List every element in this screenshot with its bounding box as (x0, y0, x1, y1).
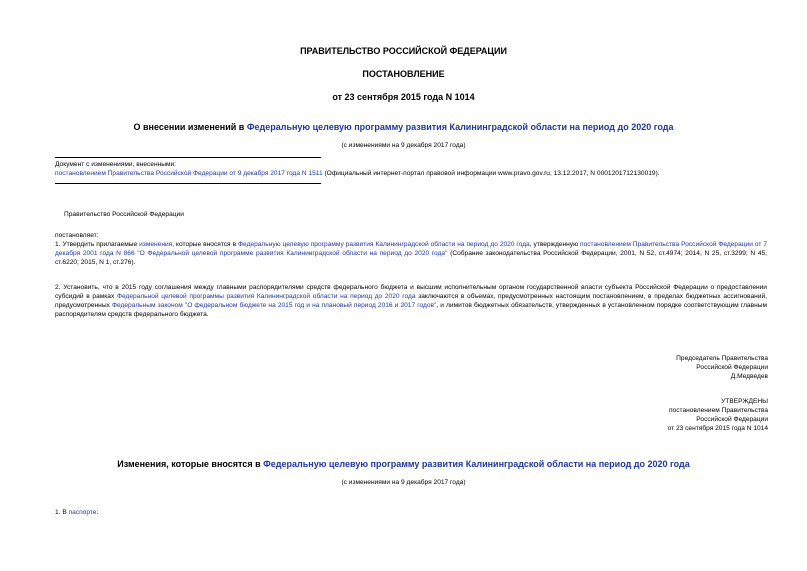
item1-suffix: : (96, 509, 99, 516)
revision-note: (с изменениями на 9 декабря 2017 года) (341, 142, 466, 149)
changes-link[interactable]: изменения (139, 241, 173, 248)
p1-text-a: 1. Утвердить прилагаемые (55, 241, 140, 248)
p1-text-b: , которые вносятся в (172, 241, 239, 248)
changes-title-prefix: Изменения, которые вносятся в (117, 459, 264, 469)
p2-text-a: 2. Установить, что в 2015 году соглашения между главными распорядителями средств федерального бюджета и высшим исполнительным органом государственной власти субъекта Российской Федерации о предоставлении субсидий в рамках (55, 284, 767, 300)
approval-line-3: Российской Федерации (696, 416, 768, 423)
program-link-4[interactable]: Федеральную целевую программу развития Калининградской области на период до 2020 года (263, 459, 690, 469)
approval-block (500, 397, 768, 433)
approval-line-2: постановлением Правительства (668, 407, 768, 414)
signature-block (500, 354, 768, 381)
changes-revision-note: (с изменениями на 9 декабря 2017 года) (341, 479, 466, 486)
paragraph-1 (55, 240, 767, 267)
amendments-label: Документ с изменениями, внесенными: (55, 161, 177, 168)
decree-title-prefix: О внесении изменений в (133, 122, 247, 132)
signature-line-1: Председатель Правительства (676, 355, 768, 362)
approval-line-4: от 23 сентября 2015 года N 1014 (667, 425, 768, 432)
decree-866-link[interactable]: постановлением Правительства Российской Федерации от 7 декабря 2001 года N 866 "О Федеральной целевой программе развития Калининградской области на период до 2020 года" (55, 241, 767, 257)
program-link-2[interactable]: Федеральную целевую программу развития Калининградской области на период до 2020 года (238, 241, 530, 248)
decree-word: постановляет: (55, 232, 99, 239)
passport-link[interactable]: паспорте (68, 509, 97, 516)
p2-text-b: заключаются в объемах, предусмотренных настоящим постановлением, в пределах бюджетных ассигнований, предусмотренных (55, 293, 767, 309)
date-number-heading: от 23 сентября 2015 года N 1014 (332, 92, 475, 102)
amendments-source (55, 169, 775, 178)
p1-text-c: , утвержденную (529, 241, 580, 248)
program-link[interactable]: Федеральную целевую программу развития Калининградской области на период до 2020 года (246, 122, 674, 132)
p1-text-d: (Собрание законодательства Российской Федерации, 2001, N 52, ст.4974; 2014, N 25, ст.3299; N 45, ст.6220; 2015, N 1, ст.276). (55, 250, 767, 266)
p2-text-c: , и лимитов бюджетных обязательств, утвержденных в установленном порядке соответствующим главным распорядителям средств федерального бюджета. (55, 302, 767, 318)
divider-bottom (55, 183, 321, 184)
paragraph-2 (55, 283, 767, 319)
change-item-1 (55, 508, 98, 517)
changes-title (0, 459, 807, 469)
signature-name: Д.Медведев (730, 373, 768, 380)
amending-decree-link[interactable]: постановлением Правительства Российской Федерации от 9 декабря 2017 года N 1511 (55, 170, 323, 177)
amendments-source-rest: (Официальный интернет-портал правовой информации www.pravo.gov.ru, 13.12.2017, N 0001201712130019). (322, 170, 660, 177)
decree-title (0, 122, 807, 132)
program-link-3[interactable]: Федеральной целевой программы развития Калининградской области на период до 2020 года (116, 293, 416, 300)
government-heading: ПРАВИТЕЛЬСТВО РОССИЙСКОЙ ФЕДЕРАЦИИ (300, 46, 507, 56)
divider-top (55, 157, 321, 158)
doc-type-heading: ПОСТАНОВЛЕНИЕ (362, 69, 445, 79)
signature-line-2: Российской Федерации (696, 364, 768, 371)
approval-line-1: УТВЕРЖДЕНЫ (721, 398, 768, 405)
federal-budget-law-link[interactable]: Федеральным законом "О федеральном бюджете на 2015 год и на плановый период 2016 и 2017 годов" (111, 302, 437, 309)
item1-prefix: 1. В (55, 509, 69, 516)
issuer: Правительство Российской Федерации (64, 211, 184, 218)
